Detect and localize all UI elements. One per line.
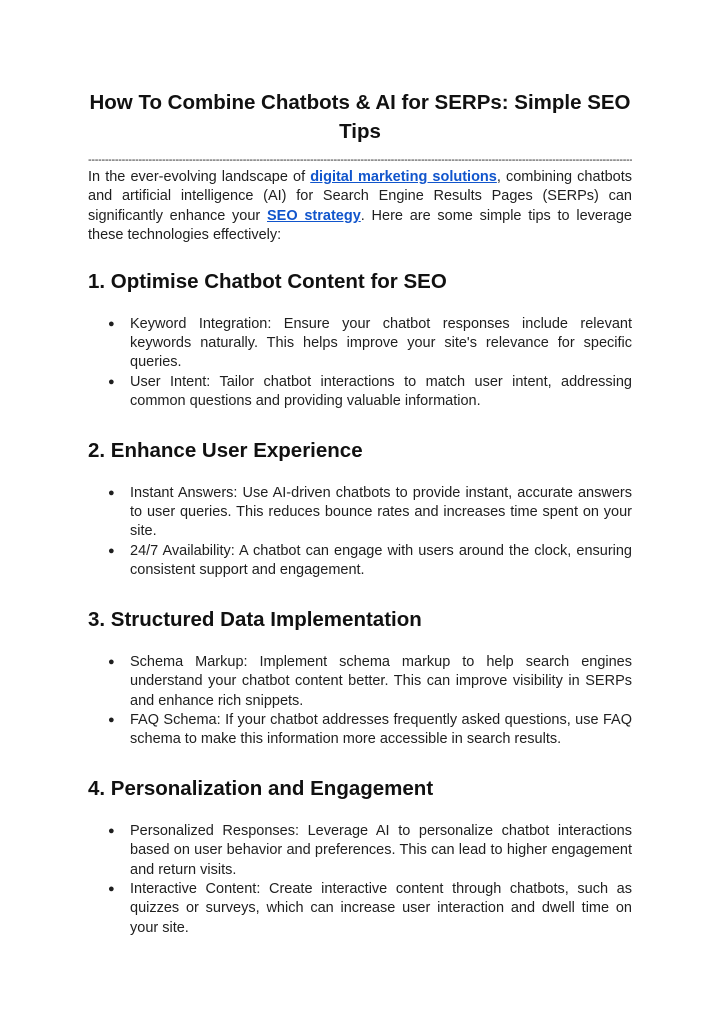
dashed-divider [88,156,632,164]
intro-text-3: . Here are some simple tips to leverage these technologies effectively: [88,207,632,244]
list-item [108,373,632,412]
list-item [108,484,632,542]
list-item [108,711,632,750]
list-item [108,315,632,373]
bullet-icon: ● [108,882,115,895]
section-heading: 1. Optimise Chatbot Content for SEO [88,269,447,293]
list-item-text: Instant Answers: Use AI-driven chatbots to provide instant, accurate answers to user queries. This reduces bounce rates and increases time spent on your site. [130,484,632,540]
list-item [108,653,632,711]
bullet-icon: ● [108,486,115,499]
bullet-list [88,822,632,938]
list-item [108,542,632,581]
list-item [108,880,632,938]
bullet-icon: ● [108,317,115,330]
digital-marketing-solutions-link[interactable]: digital marketing solutions [310,169,497,185]
list-item-text: User Intent: Tailor chatbot interactions to match user intent, addressing common questions and providing valuable information. [130,373,632,410]
section-heading: 2. Enhance User Experience [88,438,363,462]
bullet-list [88,315,632,412]
list-item-text: Personalized Responses: Leverage AI to personalize chatbot interactions based on user behavior and preferences. This can lead to higher engagement and return visits. [130,822,632,878]
list-item-text: 24/7 Availability: A chatbot can engage with users around the clock, ensuring consistent support and engagement. [130,542,632,579]
bullet-icon: ● [108,824,115,837]
section-heading: 3. Structured Data Implementation [88,607,422,631]
list-item [108,822,632,880]
intro-text-2: , combining chatbots and artificial intelligence (AI) for Search Engine Results Pages (SERPs) can significantly enhance your [88,169,633,224]
bullet-icon: ● [108,375,115,388]
document-page [88,0,632,938]
section-heading: 4. Personalization and Engagement [88,776,434,800]
list-item-text: Keyword Integration: Ensure your chatbot responses include relevant keywords naturally. This helps improve your site's relevance for specific queries. [130,315,632,371]
bullet-list [88,484,632,581]
list-item-text: Interactive Content: Create interactive content through chatbots, such as quizzes or surveys, which can increase user interaction and dwell time on your site. [130,880,632,936]
intro-paragraph [88,168,632,246]
bullet-icon: ● [108,713,115,726]
bullet-icon: ● [108,544,115,557]
bullet-list [88,653,632,750]
list-item-text: FAQ Schema: If your chatbot addresses frequently asked questions, use FAQ schema to make this information more accessible in search results. [130,711,632,748]
page-title: How To Combine Chatbots & AI for SERPs: Simple SEO Tips [89,91,631,143]
intro-text-1: In the ever-evolving landscape of [88,169,311,185]
seo-strategy-link[interactable]: SEO strategy [267,207,361,224]
bullet-icon: ● [108,655,115,668]
list-item-text: Schema Markup: Implement schema markup to help search engines understand your chatbot content better. This can improve visibility in SERPs and enhance rich snippets. [130,653,632,709]
